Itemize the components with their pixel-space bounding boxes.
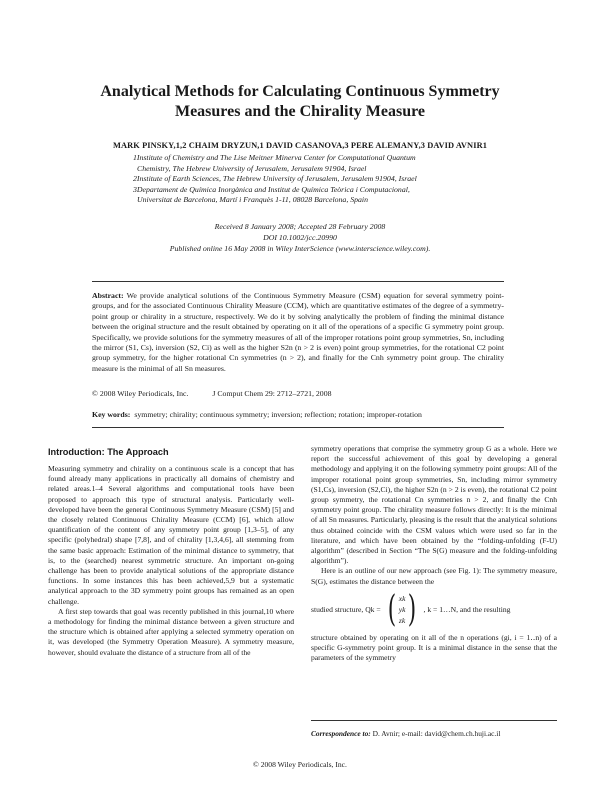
copyright-text: © 2008 Wiley Periodicals, Inc. [92, 389, 189, 398]
page-footer: © 2008 Wiley Periodicals, Inc. [253, 760, 347, 769]
section-heading: Introduction: The Approach [48, 447, 169, 457]
affiliations [133, 153, 513, 206]
equation-tail: , k = 1…N, and the resulting [423, 604, 511, 614]
correspondence-note [311, 729, 557, 738]
title-line-2: Measures and the Chirality Measure [174, 103, 426, 120]
keywords-label: Key words: [92, 410, 131, 419]
affiliation-2: 2Institute of Earth Sciences, The Hebrew University of Jerusalem, Jerusalem 91904, Israel [133, 174, 417, 184]
left-column [48, 464, 294, 658]
intro-paragraph-2: A first step towards that goal was recently published in this journal,10 where a methodology for finding the minimal distance between a given structure and the structure which is obtained after applying a selected symmetry operation on it, was developed (the Symmetry Operation Measure). A symmetry measure, however, should evaluate the distance of a structure from all of the [48, 606, 294, 657]
author-list: MARK PINSKY,1,2 CHAIM DRYZUN,1 DAVID CASANOVA,3 PERE ALEMANY,3 DAVID AVNIR1 [112, 141, 488, 150]
affiliation-3-cont: Universitat de Barcelona, Martí i Franquès 1-11, 08028 Barcelona, Spain [137, 195, 368, 205]
received-date: Received 8 January 2008; Accepted 28 February 2008 [214, 222, 386, 231]
equation-lead: studied structure, Qk = [311, 604, 381, 614]
equation-row [311, 588, 557, 632]
copyright-line [92, 389, 504, 398]
right-paragraph-2-end: structure obtained by operating on it all of the n operations (gi, i = 1‥n) of a specific G-symmetry point group. It is a minimal distance in the sense that the parameters of the symmetry [311, 632, 557, 663]
affiliation-1-cont: Chemistry, The Hebrew University of Jerusalem, Jerusalem 91904, Israel [137, 163, 367, 173]
vector-z: zk [398, 616, 406, 626]
correspondence-label: Correspondence to: [311, 729, 371, 738]
article-title [60, 82, 540, 122]
title-line-1: Analytical Methods for Calculating Continuous Symmetry [100, 83, 500, 100]
journal-reference: J Comput Chem 29: 2712–2721, 2008 [212, 389, 332, 398]
vector-x: xk [398, 594, 406, 604]
correspondence-email[interactable]: D. Avnir; e-mail: david@chem.ch.huji.ac.il [372, 729, 501, 738]
keywords-text: symmetry; chirality; continuous symmetry; inversion; reflection; rotation; improper-rotation [134, 410, 422, 419]
left-paren: ( [387, 588, 396, 630]
right-paragraph-1: symmetry operations that comprise the symmetry group G as a whole. Here we report the successful achievement of this goal by developing a general methodology and applying it on the following symmetry point groups: All of the improper rotational point group symmetries, Sn, including mirror symmetry (S1,Cs), inversion (S2,Ci), the higher S2n (n > 2 is even), the rotational C2 point group symmetry, the rotational Cn symmetries n > 2, and finally the Cnh symmetry point group. The chirality measure follows directly: It is the minimal of all Sn measures. Particularly, pleasing is the result that the analytical solutions thus obtained coincide with the CSM values which were used so far in the literature, and which have been obtained by the “folding-unfolding (F-U) algorithm” (described in Section “The S(G) measure and the folding-unfolding algorithm”). [311, 444, 557, 566]
publication-dates [100, 221, 500, 254]
keywords [92, 410, 504, 419]
vector-entries [399, 593, 406, 626]
right-column [311, 444, 557, 663]
abstract-bottom-rule [92, 427, 504, 428]
intro-paragraph-1: Measuring symmetry and chirality on a continuous scale is a concept that has found already many applications in practically all domains of chemistry and related areas.1–4 Several algorithms and computational tools have been proposed to approach this type of structural analysis. Particularly well-developed have been the general Continuous Symmetry Measure (CSM) [5] and the closely related Continuous Chirality Measure (CCM) [6], which allow quantification of the content of any symmetry point group [1,3–5], of any specific (polyhedral) shape [7,8], and of chirality [1,3,4,6], all stemming from the same basic approach: Estimation of the minimal distance to symmetry, that is, to the (searched) nearest symmetric structure. An important on-going challenge has been to provide analytical solutions of the appropriate distance functions. In some instances this has been achieved,5,9 but a systematic analytical approach to the 3D symmetry point groups has remained as an open challenge. [48, 464, 294, 606]
affiliation-1: 1Institute of Chemistry and The Lise Meitner Minerva Center for Computational Quantum [133, 153, 416, 162]
footnote-rule [311, 720, 557, 721]
coordinate-vector [385, 588, 420, 630]
published-online: Published online 16 May 2008 in Wiley InterScience (www.interscience.wiley.com). [169, 244, 431, 253]
abstract-top-rule [92, 281, 504, 282]
right-paragraph-2-start: Here is an outline of our new approach (see Fig. 1): The symmetry measure, S(G), estimates the distance between the [311, 566, 557, 586]
abstract-label: Abstract: [92, 291, 124, 300]
doi[interactable]: DOI 10.1002/jcc.20990 [263, 233, 337, 242]
abstract [92, 291, 504, 374]
abstract-text: We provide analytical solutions of the Continuous Symmetry Measure (CSM) equation for several symmetry point-groups, and for the associated Continuous Chirality Measure (CCM), which are quantitative estimates of the degree of a symmetry-point group or chirality in a structure, respectively. We do it by solving analytically the problem of finding the minimal distance between the original structure and the result obtained by operating on it all of the operations of a specific G symmetry point group. Specifically, we provide solutions for the symmetry measures of all of the improper rotations point group symmetries, Sn, including the mirror (S1, Cs), inversion (S2, Ci) as well as the higher S2n (n > 2 is even) point group symmetries, for the rotational C2 point group symmetry, for the higher rotational Cn symmetries (n > 2), and finally for the Cnh symmetry point group. The chirality measure is the minimal of all Sn measures. [92, 291, 505, 373]
affiliation-3: 3Departament de Química Inorgànica and Institut de Química Teòrica i Computacional, [133, 184, 410, 194]
right-paren: ) [408, 588, 417, 630]
vector-y: yk [398, 605, 406, 615]
